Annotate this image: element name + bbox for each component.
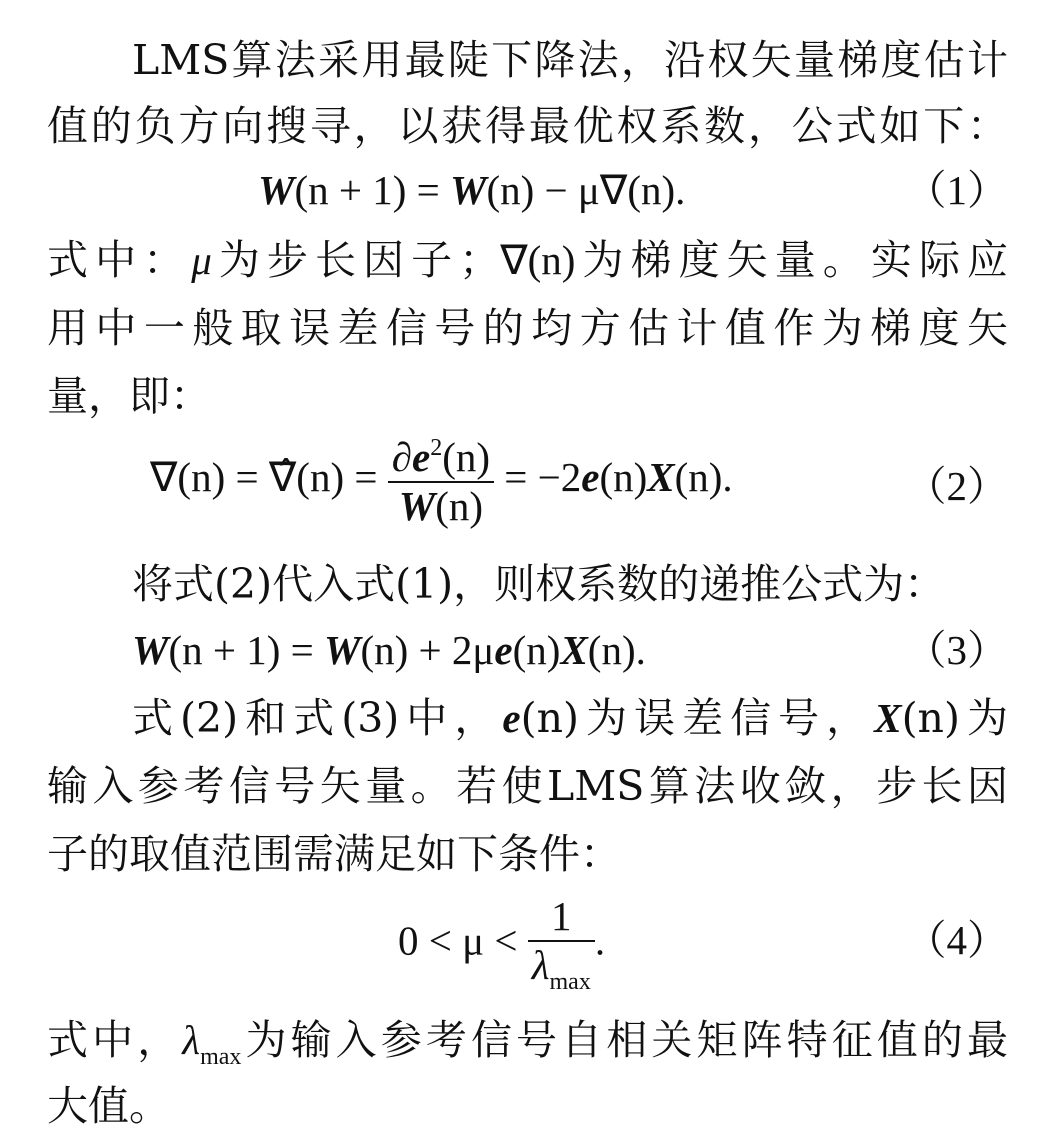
eq2-den-post: (n) bbox=[435, 483, 483, 529]
eq4-fraction bbox=[528, 893, 595, 995]
eq3-p4: (n). bbox=[587, 627, 646, 673]
paragraph-1-line-2: 值的负方向搜寻，以获得最优权系数，公式如下： bbox=[47, 102, 1008, 150]
p4-e: e bbox=[502, 695, 521, 741]
equation-1-number: （1） bbox=[905, 167, 1008, 213]
paragraph-2-line-2: 用中一般取误差信号的均方估计值作为梯度矢 bbox=[47, 304, 1008, 352]
eq1-part: (n + 1) = bbox=[294, 167, 451, 213]
eq2-rhs-x: X bbox=[647, 453, 675, 500]
equation-2 bbox=[150, 436, 733, 527]
eq4-denominator bbox=[528, 942, 595, 994]
equation-2-number: （2） bbox=[905, 463, 1008, 509]
eq1-part2: (n) − μ∇(n). bbox=[486, 167, 686, 213]
equation-1 bbox=[258, 167, 686, 213]
eq2-rhs-e: e bbox=[581, 453, 600, 500]
eq2-e: e bbox=[411, 434, 431, 480]
eq4-numerator: 1 bbox=[528, 896, 595, 942]
p4-c: (n)为 bbox=[901, 694, 1008, 742]
paragraph-2-line-1 bbox=[47, 236, 1009, 284]
eq3-p2: (n) + 2μ bbox=[360, 627, 495, 673]
paragraph-4-line-3: 子的取值范围需满足如下条件： bbox=[47, 830, 621, 878]
p5-b: 为输入参考信号自相关矩阵特征值的最 bbox=[241, 1016, 1009, 1064]
paragraph-1-line-1: LMS算法采用最陡下降法，沿权矢量梯度估计 bbox=[132, 36, 1008, 84]
p4-x: X bbox=[874, 695, 902, 741]
p2-prefix: 式中： bbox=[47, 236, 192, 284]
eq1-w: W bbox=[258, 167, 295, 213]
eq2-den-w: W bbox=[398, 483, 436, 529]
eq2-denominator bbox=[388, 483, 494, 527]
paragraph-4-line-1 bbox=[132, 694, 1008, 742]
p4-a: 式(2)和式(3)中， bbox=[132, 694, 503, 742]
eq3-p1: (n + 1) = bbox=[168, 627, 325, 673]
equation-3 bbox=[132, 627, 646, 673]
eq2-rhs-post: (n). bbox=[674, 453, 733, 500]
eq2-sup: 2 bbox=[430, 435, 443, 461]
p2-mid: 为步长因子； bbox=[211, 236, 501, 284]
eq4-tail: . bbox=[594, 917, 606, 964]
paragraph-4-line-2: 输入参考信号矢量。若使LMS算法收敛，步长因 bbox=[47, 762, 1008, 810]
p4-b: (n)为误差信号， bbox=[520, 694, 875, 742]
eq3-p3: (n) bbox=[512, 627, 561, 673]
eq2-lhs: ∇(n) = bbox=[150, 453, 269, 500]
p5-lambda: λ bbox=[182, 1017, 201, 1063]
paragraph-5-line-2: 大值。 bbox=[47, 1082, 170, 1130]
eq2-partial: ∂ bbox=[391, 434, 412, 480]
eq3-w2: W bbox=[324, 627, 361, 673]
eq2-rhs-mid: (n) bbox=[599, 453, 648, 500]
eq4-lambda: λ bbox=[531, 942, 550, 988]
p2-mu: μ bbox=[191, 237, 212, 283]
eq3-e: e bbox=[494, 627, 513, 673]
eq4-lambda-sub: max bbox=[549, 969, 591, 995]
p5-lambda-sub: max bbox=[200, 1044, 242, 1070]
eq2-num-post: (n) bbox=[442, 434, 490, 480]
eq3-w1: W bbox=[132, 627, 169, 673]
eq4-lhs: 0 < μ < bbox=[398, 917, 528, 964]
eq2-hat: ∇̂(n) = bbox=[268, 453, 388, 500]
equation-3-number: （3） bbox=[905, 627, 1008, 673]
equation-4-number: （4） bbox=[905, 917, 1008, 963]
eq1-w2: W bbox=[450, 167, 487, 213]
eq2-fraction bbox=[388, 436, 494, 527]
paragraph-2-line-3: 量，即： bbox=[47, 372, 211, 420]
paragraph-3-line-1: 将式(2)代入式(1)，则权系数的递推公式为： bbox=[132, 560, 946, 608]
p5-a: 式中， bbox=[47, 1016, 183, 1064]
eq2-rhs-pre: = −2 bbox=[494, 453, 582, 500]
p2-suffix: 为梯度矢量。实际应 bbox=[575, 236, 1009, 284]
equation-4 bbox=[398, 893, 606, 995]
eq3-x: X bbox=[560, 627, 588, 673]
p2-grad: ∇(n) bbox=[500, 237, 576, 283]
eq2-numerator bbox=[388, 436, 494, 483]
paragraph-5-line-1 bbox=[47, 1016, 1009, 1070]
